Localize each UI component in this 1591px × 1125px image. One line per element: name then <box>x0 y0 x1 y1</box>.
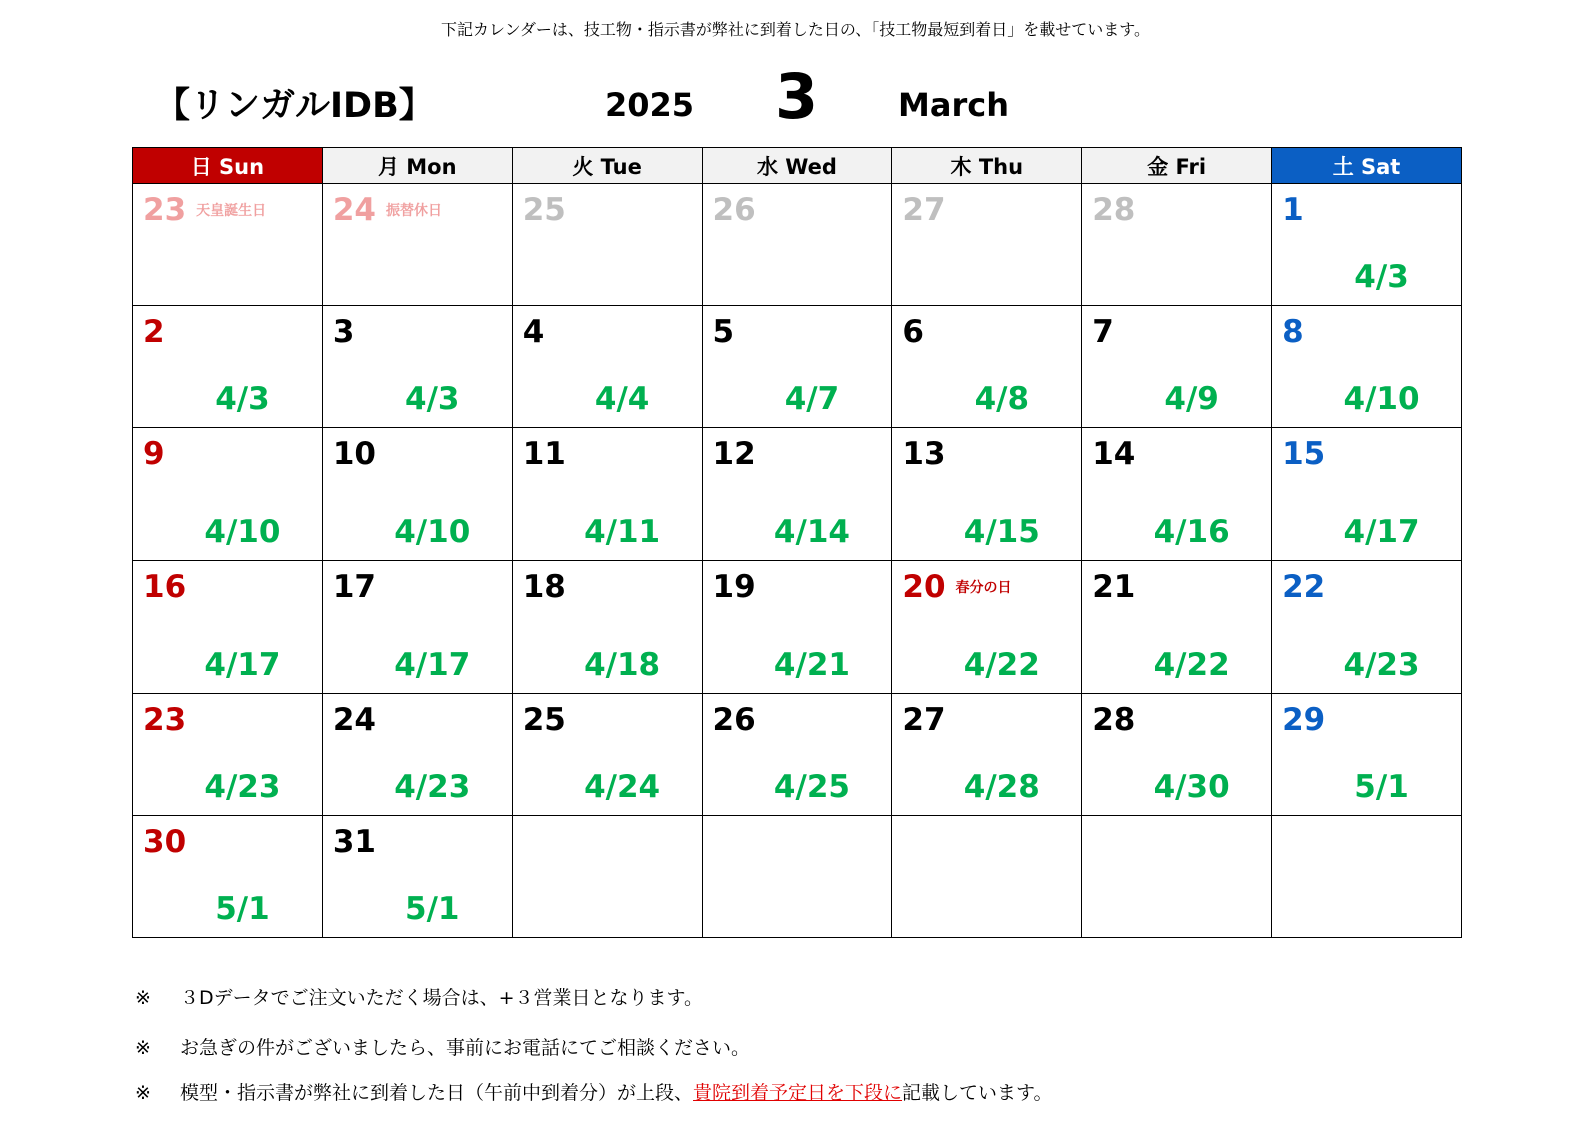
day-number <box>1092 436 1135 472</box>
calendar-week-row <box>133 561 1462 694</box>
calendar-month-name: March <box>898 86 1009 124</box>
calendar-day-cell <box>133 561 323 694</box>
calendar-day-cell <box>892 306 1082 428</box>
calendar-day-cell <box>1272 184 1462 306</box>
calendar-day-cell <box>1272 428 1462 561</box>
calendar-day-cell <box>512 306 702 428</box>
calendar-day-cell <box>702 561 892 694</box>
note-text: ３Dデータでご注文いただく場合は、+３営業日となります。 <box>180 987 704 1009</box>
weekday-header-sat: 土 Sat <box>1272 148 1462 184</box>
day-number-text: 12 <box>712 436 756 472</box>
calendar-month-number: 3 <box>775 60 819 133</box>
weekday-header-mon: 月 Mon <box>322 148 512 184</box>
calendar-day-cell <box>1082 816 1272 938</box>
day-number <box>333 702 376 738</box>
calendar-day-cell <box>512 816 702 938</box>
day-number <box>523 702 566 738</box>
day-number <box>713 314 735 350</box>
arrival-date: 4/23 <box>1343 647 1420 683</box>
day-number-text: 16 <box>143 569 187 605</box>
calendar-day-cell <box>512 561 702 694</box>
day-number <box>333 192 442 228</box>
calendar-day-cell <box>1082 428 1272 561</box>
day-number <box>902 192 945 228</box>
arrival-date: 4/24 <box>584 769 661 805</box>
calendar-day-cell <box>512 428 702 561</box>
day-number-text: 26 <box>712 702 756 738</box>
arrival-date: 4/17 <box>1343 514 1420 550</box>
day-number-text: 15 <box>1282 436 1326 472</box>
calendar-day-cell <box>512 694 702 816</box>
calendar-day-cell <box>1272 816 1462 938</box>
calendar-day-cell <box>322 306 512 428</box>
calendar-year: 2025 <box>605 86 695 124</box>
arrival-date: 4/10 <box>394 514 471 550</box>
day-number <box>713 702 756 738</box>
arrival-date: 4/4 <box>594 381 650 417</box>
note-3d-data <box>135 983 703 1010</box>
day-number-text: 23 <box>143 702 187 738</box>
holiday-label: 春分の日 <box>955 580 1012 596</box>
arrival-date: 4/9 <box>1164 381 1219 417</box>
arrival-date: 4/3 <box>215 381 270 417</box>
arrival-date: 4/28 <box>963 769 1040 805</box>
day-number-text: 25 <box>522 702 566 738</box>
calendar-week-row <box>133 184 1462 306</box>
day-number <box>713 192 756 228</box>
arrival-date: 5/1 <box>215 891 270 927</box>
note-urgent <box>135 1033 750 1060</box>
day-number <box>902 314 924 350</box>
day-number <box>713 436 756 472</box>
note-text: お急ぎの件がございましたら、事前にお電話にてご相談ください。 <box>180 1037 751 1059</box>
day-number-text: 24 <box>332 702 376 738</box>
calendar-day-cell <box>133 816 323 938</box>
calendar-day-cell <box>702 694 892 816</box>
day-number-text: 24 <box>332 192 376 228</box>
day-number <box>902 702 945 738</box>
calendar-day-cell <box>892 561 1082 694</box>
calendar-day-cell <box>702 428 892 561</box>
note-mark: ※ <box>135 987 151 1009</box>
day-number-text: 2 <box>143 314 165 350</box>
day-number <box>333 436 376 472</box>
arrival-date: 4/3 <box>405 381 460 417</box>
day-number-text: 14 <box>1092 436 1136 472</box>
day-number <box>333 314 355 350</box>
calendar-day-cell <box>322 816 512 938</box>
day-number <box>1092 702 1135 738</box>
calendar-day-cell <box>133 694 323 816</box>
header-note: 下記カレンダーは、技工物・指示書が弊社に到着した日の、「技工物最短到着日」を載せています。 <box>440 20 1151 39</box>
day-number <box>523 436 566 472</box>
day-number-text: 21 <box>1092 569 1136 605</box>
day-number-text: 5 <box>712 314 735 350</box>
calendar-day-cell <box>1082 561 1272 694</box>
calendar-day-cell <box>133 306 323 428</box>
day-number-text: 23 <box>143 192 187 228</box>
day-number-text: 8 <box>1282 314 1304 350</box>
day-number-text: 19 <box>712 569 756 605</box>
day-number <box>1282 569 1325 605</box>
note-mark: ※ <box>135 1082 151 1104</box>
day-number <box>333 569 376 605</box>
calendar-day-cell <box>322 428 512 561</box>
day-number <box>523 314 545 350</box>
holiday-label: 振替休日 <box>385 203 442 219</box>
arrival-date: 4/17 <box>394 647 471 683</box>
note-mark: ※ <box>135 1037 151 1059</box>
day-number-text: 25 <box>522 192 566 228</box>
calendar-week-row <box>133 428 1462 561</box>
arrival-date: 4/7 <box>784 381 840 417</box>
arrival-date: 4/15 <box>963 514 1040 550</box>
calendar-week-row <box>133 816 1462 938</box>
day-number-text: 29 <box>1282 702 1326 738</box>
day-number-text: 17 <box>332 569 376 605</box>
note-schedule <box>135 1078 1053 1105</box>
calendar-grid <box>132 147 1462 938</box>
day-number-text: 4 <box>522 314 545 350</box>
day-number-text: 27 <box>902 702 946 738</box>
day-number-text: 9 <box>143 436 165 472</box>
day-number <box>1282 314 1304 350</box>
weekday-header-sun: 日 Sun <box>133 148 323 184</box>
arrival-date: 4/25 <box>773 769 850 805</box>
calendar-day-cell <box>892 428 1082 561</box>
arrival-date: 4/16 <box>1153 514 1230 550</box>
day-number <box>143 436 165 472</box>
day-number <box>143 702 186 738</box>
calendar-day-cell <box>1272 306 1462 428</box>
weekday-header-fri: 金 Fri <box>1082 148 1272 184</box>
day-number <box>143 569 186 605</box>
calendar-day-cell <box>133 184 323 306</box>
weekday-header-wed: 水 Wed <box>702 148 892 184</box>
day-number-text: 7 <box>1092 314 1114 350</box>
day-number-text: 22 <box>1282 569 1326 605</box>
arrival-date: 5/1 <box>405 891 460 927</box>
day-number <box>1282 702 1325 738</box>
brand-title: 【リンガルIDB】 <box>155 86 434 126</box>
day-number-text: 13 <box>902 436 946 472</box>
day-number <box>143 314 165 350</box>
day-number <box>1282 436 1325 472</box>
calendar-week-row <box>133 306 1462 428</box>
day-number-text: 11 <box>522 436 566 472</box>
day-number <box>1092 569 1135 605</box>
arrival-date: 4/17 <box>204 647 281 683</box>
day-number <box>523 192 566 228</box>
arrival-date: 4/8 <box>974 381 1030 417</box>
day-number-text: 31 <box>332 824 376 860</box>
calendar-day-cell <box>1272 694 1462 816</box>
day-number <box>713 569 756 605</box>
weekday-header-thu: 木 Thu <box>892 148 1082 184</box>
arrival-date: 4/22 <box>1153 647 1230 683</box>
calendar-day-cell <box>512 184 702 306</box>
arrival-date: 4/11 <box>584 514 661 550</box>
weekday-header-row <box>133 148 1462 184</box>
arrival-date: 4/22 <box>963 647 1040 683</box>
calendar-week-row <box>133 694 1462 816</box>
day-number-text: 18 <box>522 569 566 605</box>
day-number <box>1282 192 1304 228</box>
day-number-text: 27 <box>902 192 946 228</box>
day-number-text: 28 <box>1092 702 1136 738</box>
day-number-text: 20 <box>902 569 946 605</box>
day-number-text: 10 <box>332 436 376 472</box>
arrival-date: 4/21 <box>773 647 850 683</box>
day-number <box>902 569 1011 605</box>
day-number <box>902 436 945 472</box>
arrival-date: 4/10 <box>204 514 281 550</box>
day-number <box>143 192 266 228</box>
calendar-day-cell <box>322 184 512 306</box>
arrival-date: 4/14 <box>773 514 850 550</box>
holiday-label: 天皇誕生日 <box>196 203 267 219</box>
day-number <box>143 824 186 860</box>
calendar-day-cell <box>1082 184 1272 306</box>
day-number <box>523 569 566 605</box>
calendar-day-cell <box>892 816 1082 938</box>
arrival-date: 4/23 <box>394 769 471 805</box>
calendar-day-cell <box>1272 561 1462 694</box>
calendar-day-cell <box>702 184 892 306</box>
calendar-day-cell <box>702 816 892 938</box>
arrival-date: 4/23 <box>204 769 281 805</box>
arrival-date: 4/30 <box>1153 769 1230 805</box>
calendar-day-cell <box>892 694 1082 816</box>
note-text: 模型・指示書が弊社に到着した日（午前中到着分）が上段、 <box>180 1082 694 1104</box>
weekday-header-tue: 火 Tue <box>512 148 702 184</box>
calendar-day-cell <box>1082 306 1272 428</box>
calendar-day-cell <box>322 694 512 816</box>
calendar-day-cell <box>702 306 892 428</box>
arrival-date: 5/1 <box>1354 769 1409 805</box>
arrival-date: 4/10 <box>1343 381 1420 417</box>
day-number <box>1092 192 1135 228</box>
calendar-day-cell <box>322 561 512 694</box>
calendar-day-cell <box>892 184 1082 306</box>
day-number <box>333 824 376 860</box>
day-number <box>1092 314 1114 350</box>
calendar-day-cell <box>1082 694 1272 816</box>
day-number-text: 30 <box>143 824 187 860</box>
arrival-date: 4/18 <box>584 647 661 683</box>
calendar-day-cell <box>133 428 323 561</box>
day-number-text: 3 <box>332 314 355 350</box>
day-number-text: 6 <box>902 314 924 350</box>
day-number-text: 26 <box>712 192 756 228</box>
day-number-text: 1 <box>1282 192 1304 228</box>
note-emphasis: 貴院到着予定日を下段に <box>693 1082 903 1104</box>
day-number-text: 28 <box>1092 192 1136 228</box>
arrival-date: 4/3 <box>1354 259 1409 295</box>
note-text: 記載しています。 <box>902 1082 1053 1104</box>
